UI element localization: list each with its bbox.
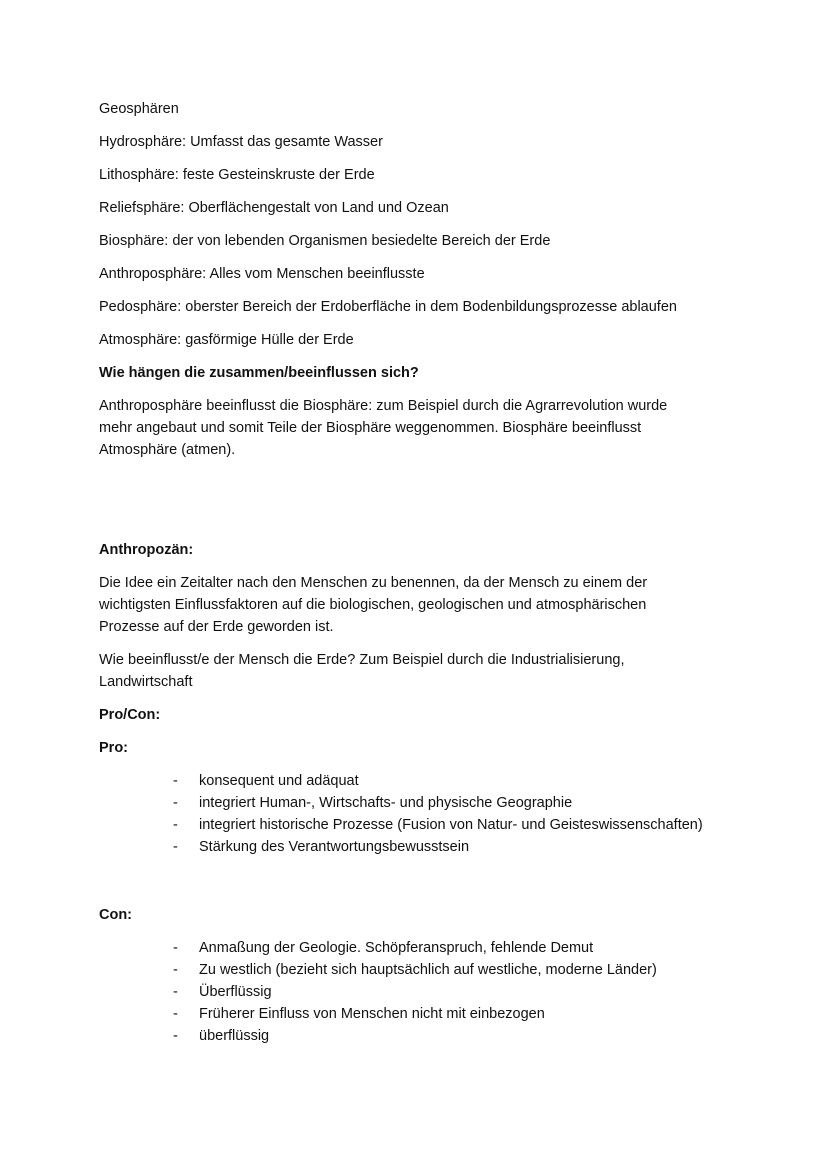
sphere-definition: Atmosphäre: gasförmige Hülle der Erde — [99, 332, 354, 348]
sphere-definition: Reliefsphäre: Oberflächengestalt von Land und Ozean — [99, 200, 449, 216]
con-item-text: Früherer Einfluss von Menschen nicht mit einbezogen — [199, 1006, 545, 1022]
interaction-answer — [99, 395, 759, 461]
list-item — [99, 836, 759, 858]
answer-line: Anthroposphäre beeinflusst die Biosphäre: zum Beispiel durch die Agrarrevolution wurde — [99, 398, 668, 414]
list-item — [99, 814, 759, 836]
section-spacer — [99, 858, 759, 904]
dash-bullet: - — [173, 839, 178, 855]
list-item — [99, 959, 759, 981]
dash-bullet: - — [173, 795, 178, 811]
answer-line: mehr angebaut und somit Teile der Biosphäre weggenommen. Biosphäre beeinflusst — [99, 420, 642, 436]
dash-bullet: - — [173, 940, 178, 956]
dash-bullet: - — [173, 962, 178, 978]
con-item-text: überflüssig — [199, 1028, 270, 1044]
dash-bullet: - — [173, 984, 178, 1000]
definition-line: wichtigsten Einflussfaktoren auf die biologischen, geologischen und atmosphärischen — [99, 597, 647, 613]
answer-line: Atmosphäre (atmen). — [99, 442, 236, 458]
dash-bullet: - — [173, 1028, 178, 1044]
pro-item-text: Stärkung des Verantwortungsbewusstsein — [199, 839, 470, 855]
list-item — [99, 1025, 759, 1047]
list-item — [99, 792, 759, 814]
pro-list — [99, 770, 759, 858]
definition-line: Die Idee ein Zeitalter nach den Menschen zu benennen, da der Mensch zu einem der — [99, 575, 648, 591]
con-list — [99, 937, 759, 1047]
pro-item-text: integriert Human-, Wirtschafts- und physische Geographie — [199, 795, 573, 811]
anthropozaen-question — [99, 649, 759, 693]
heading-anthropozaen: Anthropozän: — [99, 542, 194, 558]
question-line: Landwirtschaft — [99, 674, 193, 690]
heading-con: Con: — [99, 907, 133, 923]
heading-pro: Pro: — [99, 740, 128, 756]
definition-line: Prozesse auf der Erde geworden ist. — [99, 619, 334, 635]
question-line: Wie beeinflusst/e der Mensch die Erde? Zum Beispiel durch die Industrialisierung, — [99, 652, 625, 668]
heading-procon: Pro/Con: — [99, 707, 161, 723]
interaction-question: Wie hängen die zusammen/beeinflussen sich? — [99, 365, 419, 381]
list-item — [99, 981, 759, 1003]
document-page — [99, 98, 759, 1047]
con-item-text: Überflüssig — [199, 984, 272, 1000]
con-item-text: Anmaßung der Geologie. Schöpferanspruch, fehlende Demut — [199, 940, 594, 956]
pro-item-text: integriert historische Prozesse (Fusion von Natur- und Geisteswissenschaften) — [199, 817, 703, 833]
section-title-geosphaeren: Geosphären — [99, 101, 179, 117]
list-item — [99, 1003, 759, 1025]
anthropozaen-definition — [99, 572, 759, 638]
sphere-definition: Pedosphäre: oberster Bereich der Erdoberfläche in dem Bodenbildungsprozesse ablaufen — [99, 299, 677, 315]
sphere-definition: Anthroposphäre: Alles vom Menschen beeinflusste — [99, 266, 425, 282]
con-item-text: Zu westlich (bezieht sich hauptsächlich auf westliche, moderne Länder) — [199, 962, 657, 978]
sphere-definition: Hydrosphäre: Umfasst das gesamte Wasser — [99, 134, 383, 150]
dash-bullet: - — [173, 817, 178, 833]
dash-bullet: - — [173, 1006, 178, 1022]
dash-bullet: - — [173, 773, 178, 789]
sphere-definition: Biosphäre: der von lebenden Organismen besiedelte Bereich der Erde — [99, 233, 551, 249]
section-spacer — [99, 472, 759, 539]
list-item — [99, 937, 759, 959]
sphere-definition: Lithosphäre: feste Gesteinskruste der Erde — [99, 167, 375, 183]
list-item — [99, 770, 759, 792]
pro-item-text: konsequent und adäquat — [199, 773, 359, 789]
